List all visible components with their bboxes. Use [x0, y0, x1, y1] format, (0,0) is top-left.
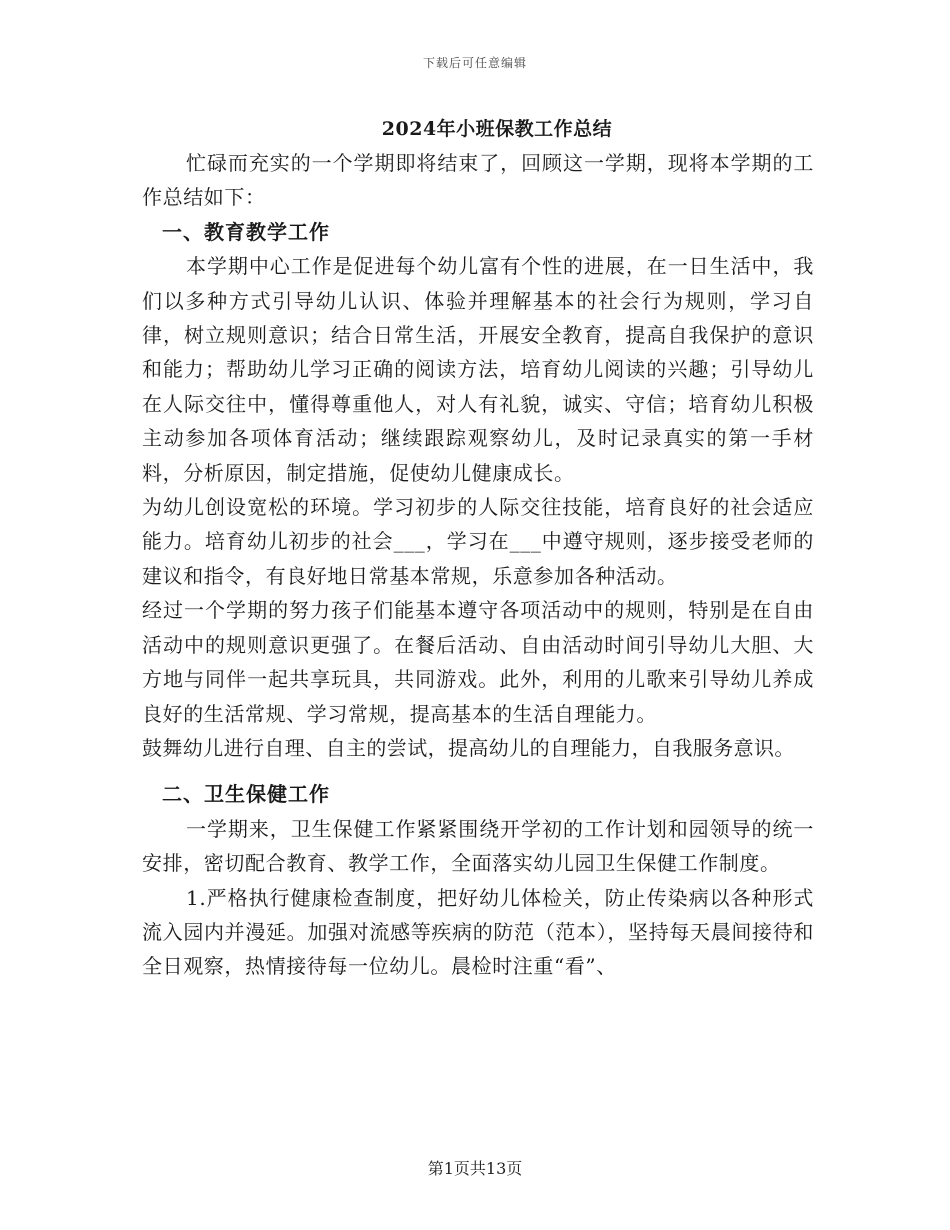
- intro-paragraph: 忙碌而充实的一个学期即将结束了，回顾这一学期，现将本学期的工作总结如下：: [142, 151, 814, 210]
- page-number: 第1页共13页: [427, 1159, 523, 1178]
- section-2-paragraph-2: 1.严格执行健康检查制度，把好幼儿体检关，防止传染病以各种形式流入园内并漫延。加强对流感等疾病的防范（范本），坚持每天晨间接待和全日观察，热情接待每一位幼儿。晨检时注重“看”、: [142, 885, 814, 979]
- document-body: [142, 146, 814, 984]
- section-1-paragraph-2: 为幼儿创设宽松的环境。学习初步的人际交往技能，培育良好的社会适应能力。培育幼儿初步的社会___，学习在___中遵守规则，逐步接受老师的建议和指令，有良好地日常基本常规，乐意参加各种活动。: [142, 495, 814, 588]
- section-1-heading: 一、教育教学工作: [162, 219, 330, 244]
- section-1-paragraph-1: 本学期中心工作是促进每个幼儿富有个性的进展，在一日生活中，我们以多种方式引导幼儿认识、体验并理解基本的社会行为规则，学习自律，树立规则意识；结合日常生活，开展安全教育，提高自我保护的意识和能力；帮助幼儿学习正确的阅读方法，培育幼儿阅读的兴趣；引导幼儿在人际交往中，懂得尊重他人，对人有礼貌，诚实、守信；培育幼儿积极主动参加各项体育活动；继续跟踪观察幼儿，及时记录真实的第一手材料，分析原因，制定措施，促使幼儿健康成长。: [142, 254, 814, 485]
- document-title: 2024年小班保教工作总结: [381, 118, 613, 140]
- section-2-heading: 二、卫生保健工作: [162, 782, 330, 807]
- header-note: 下载后可任意编辑: [422, 56, 527, 70]
- section-2-paragraph-1: 一学期来，卫生保健工作紧紧围绕开学初的工作计划和园领导的统一安排，密切配合教育、教学工作，全面落实幼儿园卫生保健工作制度。: [142, 816, 814, 876]
- section-1-paragraph-4: 鼓舞幼儿进行自理、自主的尝试，提高幼儿的自理能力，自我服务意识。: [142, 735, 795, 760]
- section-1-paragraph-3: 经过一个学期的努力孩子们能基本遵守各项活动中的规则，特别是在自由活动中的规则意识更强了。在餐后活动、自由活动时间引导幼儿大胆、大方地与同伴一起共享玩具，共同游戏。此外，利用的儿歌来引导幼儿养成良好的生活常规、学习常规，提高基本的生活自理能力。: [142, 598, 814, 726]
